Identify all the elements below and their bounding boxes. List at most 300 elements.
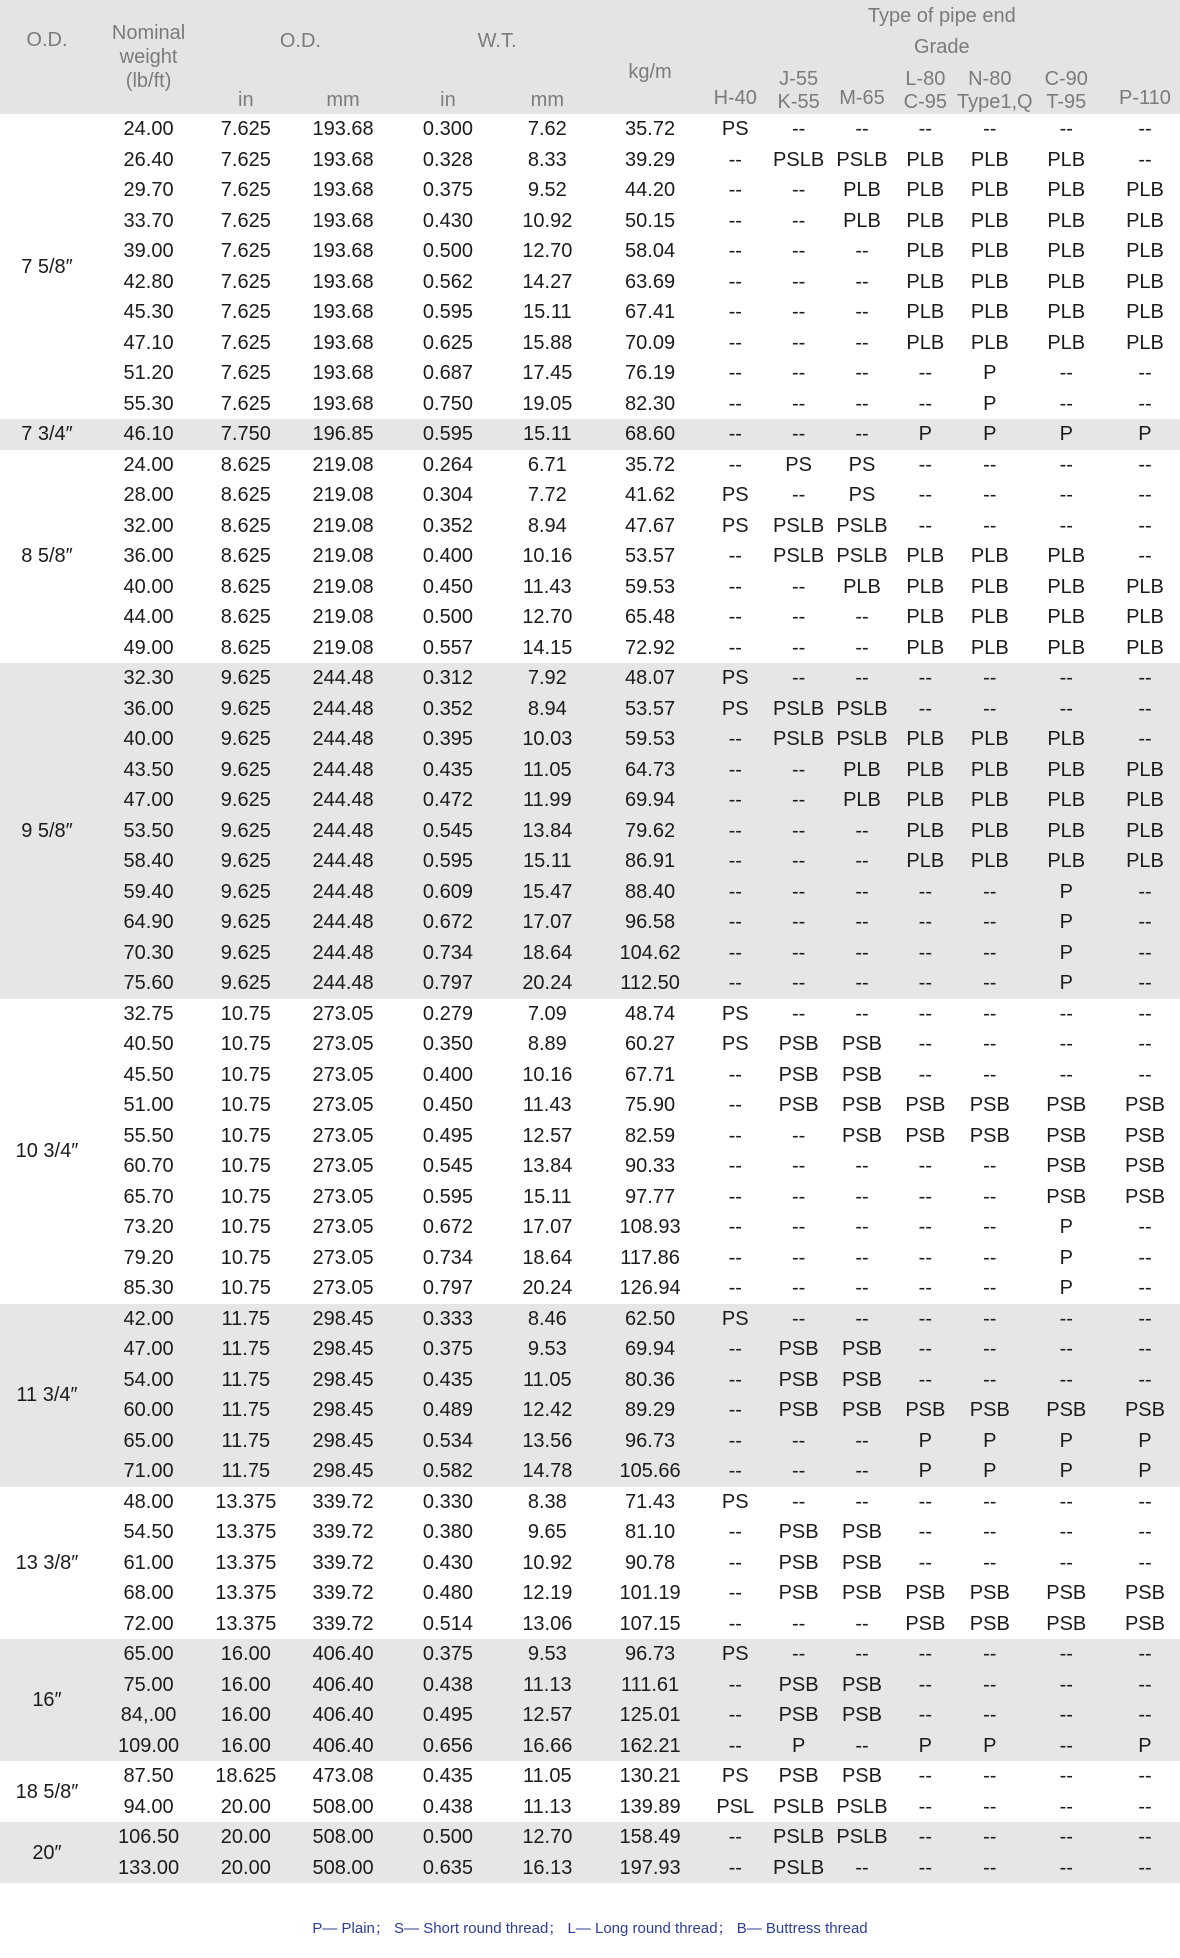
table-cell: PSB: [905, 1612, 946, 1635]
table-cell: P: [1110, 1426, 1180, 1457]
table-cell: 11.43: [523, 575, 572, 598]
table-cell: PLB: [970, 575, 1009, 598]
table-cell: 508.00: [288, 1853, 397, 1884]
table-cell: 7.625: [220, 331, 271, 354]
table-cell: 47.67: [625, 514, 676, 537]
table-cell: 82.59: [625, 1124, 676, 1147]
table-cell: --: [791, 1490, 806, 1513]
table-cell: --: [855, 1185, 869, 1208]
table-row: [0, 1792, 1180, 1823]
table-cell: 53.57: [625, 545, 676, 568]
table-cell: --: [704, 1670, 767, 1701]
table-cell: 273.05: [312, 1216, 374, 1239]
table-cell: 54.00: [94, 1365, 203, 1396]
table-cell: PLB: [970, 331, 1009, 354]
table-row: [0, 1609, 1180, 1640]
table-cell: P: [983, 362, 997, 385]
table-cell: 64.73: [597, 755, 704, 786]
table-cell: 13.56: [498, 1426, 596, 1457]
table-row: [0, 389, 1180, 420]
legend: P— Plain； S— Short round thread； L— Long round thread； B— Buttress thread: [312, 1920, 868, 1937]
table-cell: --: [983, 1490, 997, 1513]
table-cell: PSB: [1124, 1582, 1165, 1605]
table-cell: 9.625: [203, 846, 288, 877]
table-cell: PSB: [841, 1521, 882, 1544]
table-cell: --: [894, 1670, 957, 1701]
table-row: [0, 663, 1180, 694]
table-cell: PLB: [1047, 606, 1086, 629]
table-cell: PLB: [1023, 816, 1110, 847]
table-cell: 80.36: [597, 1365, 704, 1396]
table-cell: --: [855, 1612, 869, 1635]
table-cell: --: [1110, 724, 1180, 755]
table-cell: PSLB: [773, 148, 825, 171]
table-cell: PSL: [716, 1795, 755, 1818]
table-cell: --: [1059, 1033, 1073, 1056]
table-cell: --: [1059, 484, 1073, 507]
table-row: [0, 602, 1180, 633]
table-cell: --: [1138, 362, 1152, 385]
table-cell: PS: [704, 1639, 767, 1670]
table-cell: --: [894, 1822, 957, 1853]
table-cell: 40.00: [123, 575, 174, 598]
od-group-label: 8 5/8″: [21, 545, 73, 568]
table-cell: PSLB: [773, 1795, 825, 1818]
table-cell: 43.50: [94, 755, 203, 786]
table-cell: PSB: [841, 1094, 882, 1117]
table-cell: --: [1059, 1765, 1073, 1788]
table-cell: 7.62: [527, 118, 567, 141]
table-cell: PLB: [843, 179, 881, 202]
table-cell: --: [1110, 877, 1180, 908]
header-grade-5: [1023, 62, 1110, 114]
table-cell: 11.75: [203, 1426, 288, 1457]
table-cell: --: [957, 1365, 1023, 1396]
table-row: [0, 1334, 1180, 1365]
table-cell: --: [918, 1216, 932, 1239]
table-cell: --: [855, 270, 869, 293]
table-cell: --: [1138, 148, 1152, 171]
table-row: [0, 907, 1180, 938]
table-cell: PS: [785, 453, 812, 476]
table-cell: PLB: [843, 575, 881, 598]
table-cell: 47.00: [94, 785, 203, 816]
table-cell: --: [830, 816, 893, 847]
table-cell: 12.42: [498, 1395, 596, 1426]
table-cell: 33.70: [123, 209, 174, 232]
table-cell: --: [1059, 453, 1073, 476]
table-cell: PLB: [894, 755, 957, 786]
table-cell: --: [704, 419, 767, 450]
table-row: [0, 1517, 1180, 1548]
table-row: [0, 572, 1180, 603]
table-row: [0, 968, 1180, 999]
table-cell: 32.75: [123, 1002, 174, 1025]
table-cell: PSB: [1046, 1155, 1087, 1178]
header-grade-1: [767, 62, 830, 114]
table-cell: --: [1138, 1002, 1152, 1025]
table-cell: 9.65: [527, 1521, 567, 1544]
table-cell: PLB: [957, 755, 1023, 786]
table-cell: --: [983, 453, 997, 476]
table-cell: --: [728, 1124, 742, 1147]
table-cell: 0.279: [422, 1002, 473, 1025]
table-cell: 10.92: [522, 1551, 573, 1574]
table-cell: --: [855, 1246, 869, 1269]
table-cell: 48.74: [625, 1002, 676, 1025]
table-cell: --: [957, 1822, 1023, 1853]
table-cell: --: [830, 1426, 893, 1457]
table-cell: PLB: [1126, 331, 1164, 354]
table-cell: 14.78: [498, 1456, 596, 1487]
table-cell: --: [1138, 1765, 1152, 1788]
table-cell: 36.00: [123, 545, 174, 568]
table-cell: 49.00: [123, 636, 174, 659]
header-nominal-line2: weight: [119, 46, 178, 68]
table-row: [0, 297, 1180, 328]
table-cell: 298.45: [288, 1365, 397, 1396]
table-cell: 65.48: [625, 606, 676, 629]
table-cell: --: [1110, 938, 1180, 969]
table-cell: 20.00: [203, 1822, 288, 1853]
table-cell: --: [791, 118, 806, 141]
table-row: [0, 1212, 1180, 1243]
table-row: [0, 1365, 1180, 1396]
table-cell: PSLB: [830, 694, 893, 725]
table-cell: PS: [848, 484, 876, 507]
table-cell: 14.27: [522, 270, 573, 293]
table-cell: PSB: [1046, 1185, 1087, 1208]
header-wt-group: W.T.: [398, 0, 597, 62]
table-cell: PLB: [957, 846, 1023, 877]
table-row: [0, 358, 1180, 389]
table-cell: 11.13: [523, 1795, 572, 1818]
table-cell: 0.562: [422, 270, 473, 293]
table-cell: P: [1059, 1246, 1073, 1269]
table-cell: 219.08: [312, 453, 374, 476]
table-cell: 0.264: [422, 453, 473, 476]
table-cell: 126.94: [619, 1277, 681, 1300]
table-cell: PLB: [970, 545, 1009, 568]
table-cell: --: [957, 663, 1023, 694]
table-cell: 219.08: [312, 545, 374, 568]
table-row: [0, 1639, 1180, 1670]
table-cell: --: [918, 1246, 932, 1269]
table-cell: PS: [721, 1033, 749, 1056]
table-cell: PLB: [957, 785, 1023, 816]
table-cell: PSB: [830, 1395, 893, 1426]
table-cell: 12.70: [522, 606, 573, 629]
table-cell: --: [728, 545, 742, 568]
table-cell: 7.625: [220, 301, 271, 324]
table-cell: 16.00: [203, 1670, 288, 1701]
table-cell: PLB: [970, 606, 1009, 629]
table-cell: --: [704, 907, 767, 938]
table-cell: 162.21: [597, 1731, 704, 1762]
table-cell: 193.68: [312, 148, 374, 171]
table-cell: 15.88: [522, 331, 573, 354]
table-cell: 105.66: [597, 1456, 704, 1487]
table-cell: PLB: [906, 545, 945, 568]
table-cell: 47.00: [94, 1334, 203, 1365]
table-cell: 158.49: [597, 1822, 704, 1853]
table-cell: 45.30: [123, 301, 174, 324]
table-row: [0, 1090, 1180, 1121]
table-cell: 7.72: [527, 484, 567, 507]
table-cell: --: [1110, 1639, 1180, 1670]
table-cell: 406.40: [288, 1731, 397, 1762]
table-cell: PLB: [830, 755, 893, 786]
header-wt-mm: mm: [498, 62, 596, 114]
table-cell: 10.75: [220, 1094, 271, 1117]
table-cell: PSLB: [830, 724, 893, 755]
table-cell: --: [791, 1612, 806, 1635]
table-cell: 8.625: [220, 606, 271, 629]
table-cell: PSB: [767, 1700, 830, 1731]
grade-label: J-55: [779, 68, 819, 90]
table-cell: --: [830, 419, 893, 450]
table-cell: PS: [721, 1490, 749, 1513]
table-cell: --: [957, 1853, 1023, 1884]
table-cell: PLB: [1126, 636, 1164, 659]
table-cell: --: [1138, 1216, 1152, 1239]
header-type-of-end: Type of pipe end: [704, 0, 1180, 31]
table-row: [0, 328, 1180, 359]
table-cell: P: [894, 1426, 957, 1457]
table-cell: 58.04: [625, 240, 676, 263]
table-cell: --: [1110, 1822, 1180, 1853]
table-cell: 130.21: [619, 1765, 681, 1788]
table-cell: 0.472: [398, 785, 499, 816]
table-cell: 18.64: [522, 1246, 573, 1269]
table-cell: PLB: [1126, 240, 1164, 263]
table-cell: 219.08: [312, 514, 374, 537]
table-cell: 111.61: [597, 1670, 704, 1701]
table-row: [0, 1822, 1180, 1853]
table-cell: 73.20: [123, 1216, 174, 1239]
table-cell: PLB: [1126, 301, 1164, 324]
table-cell: 7.625: [220, 209, 271, 232]
table-cell: PSLB: [767, 1822, 830, 1853]
table-cell: --: [1110, 663, 1180, 694]
table-cell: PLB: [894, 785, 957, 816]
table-cell: PLB: [970, 148, 1009, 171]
table-cell: PLB: [1023, 724, 1110, 755]
table-cell: 19.05: [522, 392, 573, 415]
table-cell: 81.10: [625, 1521, 676, 1544]
table-cell: P: [957, 419, 1023, 450]
table-cell: P: [1023, 968, 1110, 999]
table-cell: 0.595: [422, 1185, 473, 1208]
table-cell: 11.75: [203, 1395, 288, 1426]
table-cell: 0.312: [398, 663, 499, 694]
table-cell: 273.05: [312, 1063, 374, 1086]
table-row: [0, 114, 1180, 145]
table-cell: PLB: [906, 240, 945, 263]
table-cell: --: [1059, 1490, 1073, 1513]
table-cell: --: [918, 1063, 932, 1086]
od-group-label: 11 3/4″: [0, 1304, 94, 1487]
table-cell: 125.01: [597, 1700, 704, 1731]
table-cell: 0.450: [422, 1094, 473, 1117]
table-cell: --: [957, 877, 1023, 908]
table-cell: 13.84: [522, 1155, 573, 1178]
table-cell: --: [1023, 1639, 1110, 1670]
table-cell: 273.05: [312, 1277, 374, 1300]
table-cell: 15.11: [498, 419, 596, 450]
table-cell: 8.89: [527, 1033, 567, 1056]
table-cell: --: [1023, 1822, 1110, 1853]
table-cell: PSB: [830, 1670, 893, 1701]
table-cell: PLB: [906, 179, 945, 202]
table-cell: 0.672: [398, 907, 499, 938]
table-cell: --: [791, 270, 806, 293]
table-cell: 273.05: [312, 1033, 374, 1056]
table-cell: PSLB: [836, 545, 888, 568]
header-nominal-weight: [94, 0, 203, 114]
table-cell: --: [1110, 1853, 1180, 1884]
table-cell: 244.48: [288, 938, 397, 969]
table-cell: 298.45: [288, 1395, 397, 1426]
table-cell: PLB: [1110, 816, 1180, 847]
table-cell: 244.48: [288, 785, 397, 816]
table-cell: 94.00: [123, 1795, 174, 1818]
table-cell: --: [728, 636, 742, 659]
table-cell: --: [918, 362, 932, 385]
table-cell: 10.75: [220, 1216, 271, 1239]
table-cell: --: [1138, 1033, 1152, 1056]
table-cell: P: [894, 1456, 957, 1487]
table-row: [0, 541, 1180, 572]
table-cell: --: [918, 1551, 932, 1574]
table-cell: 58.40: [94, 846, 203, 877]
table-cell: 0.514: [422, 1612, 473, 1635]
table-cell: 20.24: [498, 968, 596, 999]
table-cell: 7.625: [220, 179, 271, 202]
table-cell: 133.00: [94, 1853, 203, 1884]
table-cell: --: [728, 392, 742, 415]
table-cell: 0.304: [422, 484, 473, 507]
table-cell: --: [767, 846, 830, 877]
table-cell: 7.625: [220, 240, 271, 263]
table-cell: 193.68: [312, 209, 374, 232]
table-cell: 219.08: [312, 575, 374, 598]
table-cell: 20.24: [522, 1277, 573, 1300]
table-cell: 0.557: [422, 636, 473, 659]
table-cell: --: [894, 1365, 957, 1396]
table-cell: 10.75: [220, 1124, 271, 1147]
table-cell: 0.656: [398, 1731, 499, 1762]
table-cell: --: [983, 1277, 997, 1300]
table-cell: 0.500: [398, 1822, 499, 1853]
table-cell: PLB: [1126, 575, 1164, 598]
od-group-label: 13 3/8″: [15, 1551, 79, 1574]
table-cell: 0.734: [422, 1246, 473, 1269]
table-cell: --: [855, 606, 869, 629]
table-cell: 104.62: [597, 938, 704, 969]
table-cell: PS: [704, 663, 767, 694]
table-cell: --: [894, 1853, 957, 1884]
table-cell: --: [1023, 1670, 1110, 1701]
table-cell: 13.375: [215, 1612, 277, 1635]
table-cell: --: [728, 1551, 742, 1574]
table-cell: 0.333: [398, 1304, 499, 1335]
table-cell: 10.75: [220, 1063, 271, 1086]
table-cell: --: [704, 846, 767, 877]
table-cell: --: [830, 1304, 893, 1335]
table-cell: --: [704, 1426, 767, 1457]
table-cell: PLB: [1047, 331, 1086, 354]
table-row: [0, 633, 1180, 664]
table-row: [0, 1731, 1180, 1762]
table-cell: PSLB: [767, 694, 830, 725]
table-cell: PLB: [1023, 846, 1110, 877]
table-cell: 82.30: [625, 392, 676, 415]
table-cell: --: [791, 240, 806, 263]
table-cell: --: [855, 1490, 869, 1513]
table-cell: 8.625: [220, 575, 271, 598]
table-cell: 11.05: [498, 1365, 596, 1396]
table-cell: 10.75: [220, 1246, 271, 1269]
table-cell: --: [791, 636, 806, 659]
table-cell: PLB: [1110, 785, 1180, 816]
table-cell: --: [830, 907, 893, 938]
table-cell: --: [767, 968, 830, 999]
table-cell: 0.328: [422, 148, 473, 171]
table-cell: 96.73: [597, 1426, 704, 1457]
grade-label: C-95: [903, 91, 948, 113]
table-cell: PLB: [906, 606, 945, 629]
table-cell: --: [855, 118, 869, 141]
table-cell: --: [791, 1246, 806, 1269]
table-cell: 0.797: [422, 1277, 473, 1300]
table-cell: 60.00: [94, 1395, 203, 1426]
table-cell: 8.625: [220, 545, 271, 568]
table-cell: 0.300: [422, 118, 473, 141]
table-cell: 16.00: [203, 1639, 288, 1670]
table-cell: 65.00: [94, 1426, 203, 1457]
table-cell: 0.375: [398, 1334, 499, 1365]
table-cell: --: [1110, 968, 1180, 999]
table-cell: 273.05: [312, 1155, 374, 1178]
table-cell: PSB: [767, 1395, 830, 1426]
table-cell: 339.72: [312, 1582, 374, 1605]
table-cell: --: [983, 1521, 997, 1544]
table-cell: PLB: [957, 724, 1023, 755]
table-cell: --: [894, 938, 957, 969]
table-cell: --: [728, 1063, 742, 1086]
table-cell: 9.53: [498, 1334, 596, 1365]
table-cell: PSB: [969, 1612, 1010, 1635]
table-cell: 53.50: [94, 816, 203, 847]
table-cell: --: [830, 846, 893, 877]
table-cell: --: [767, 1639, 830, 1670]
table-cell: 7.625: [220, 148, 271, 171]
table-cell: 244.48: [288, 663, 397, 694]
table-cell: PSB: [767, 1670, 830, 1701]
table-cell: --: [1059, 514, 1073, 537]
table-cell: --: [704, 1395, 767, 1426]
table-cell: 24.00: [123, 118, 174, 141]
table-cell: --: [1138, 1063, 1152, 1086]
table-cell: --: [894, 907, 957, 938]
table-cell: 87.50: [123, 1765, 174, 1788]
table-row: [0, 175, 1180, 206]
table-cell: 75.60: [94, 968, 203, 999]
table-cell: 196.85: [288, 419, 397, 450]
table-cell: P: [1023, 877, 1110, 908]
table-row: [0, 206, 1180, 237]
